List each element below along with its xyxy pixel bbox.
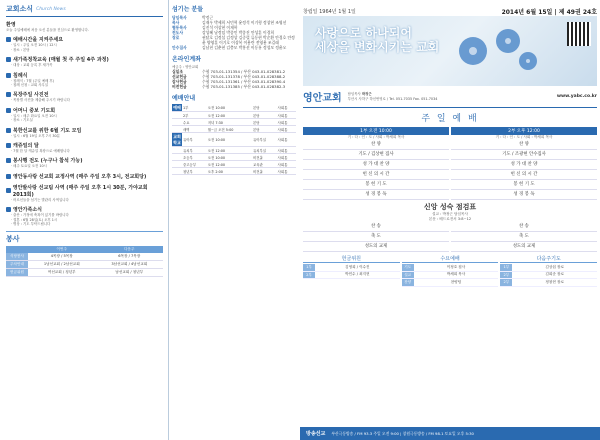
volunteer-this: 여선교회 / 청년부 [28,269,96,277]
staff-role: 협동목사 [172,25,187,30]
volunteer-next: 3남선교회 / 4남선교회 [96,261,164,269]
news-item-line: · 7월 한 달 캐쥬얼 복장으로 예배합니다 [11,149,70,154]
schedule-title: 예배안내 [172,95,196,103]
news-item-label: 목장주일 사진전 [13,92,49,99]
closing-service-2: 성도의 교제 [451,242,597,252]
bottom-row-value: 정창현 장로 [545,279,564,284]
bottom-row-label: 2부 [500,272,512,279]
news-item-body [6,198,163,202]
news-item-label: 새가족정착교육 (매월 첫 주 주일 4주 과정) [13,57,109,64]
staff-role: 장로 [172,35,180,40]
schedule-row [172,147,296,154]
schedule-note: 사회통 [277,104,296,112]
footer-text: 부산극동방송 / FM 93.3 주일 오전 9:00 | 창원극동방송 / FM 98.1 토요일 오후 5:30 [331,430,474,436]
schedule-name: 유아부 [182,133,207,147]
worship-column: 창립일 1964년 1월 1일 2014년 6월 15일 | 제 49권 24호 사랑으로 하나되어 세상을 변화시키는 교회 영안교회 담임목사 박정근 부산시 사하구 하신번영로 / Tel. 051-7035 Fax. 051-7034 www.yabc.co.kr 주 일 예 배 1부 오전 10:00 2부 오후 12:00 기 : 다 : 인 : 도 / 사회 : 박세희 목사 기 : 다 : 인 : 도 / 사회 : 박세희 목사 찬 양 찬 양 기도 / 김상현 집사 기도 / 조광현 안수집사 성 가 대 찬 양 성 가 대 찬 양 헌 신 의 시 간 헌 신 의 시 간 봉 헌 기 도 봉 헌 기 도 성 경 봉 독 성 경 봉 독 신앙 성숙 점검표 설교 : 박정근 담임목사 본문 : 베드로전서 3:8~12 찬 송 찬 송 축 도 축 도 성도의 교제 성도의 교제 헌금위원 1부 김영희 / 이수진 2부 박민수 / 최지현 수요예배 기도 이정호 집사 설교 박세희 목사 찬양 찬양팀 다음주기도 1부 김상섭 장로 2부 김희준 장로 2부 정창현 장로 [300,0,600,440]
news-item-line: · 목장별 사진을 제출해 주시기 바랍니다 [11,98,70,103]
order-service-1: 찬 양 [303,140,449,150]
volunteer-label: 주차안내 [6,261,28,269]
staff-role: 담임목사 [172,15,187,20]
schedule-note: 사회통 [277,133,296,147]
bottom-block-title: 다음주기도 [500,255,597,263]
news-item-title [6,142,163,149]
news-item-line: · 침례 신청 : 교회 사무실 [11,83,49,88]
schedule-table [172,104,296,175]
order-service-2: 기도 / 조광현 안수집사 [451,150,597,160]
account-number: 수협 703-01-131378 / 부산 043-01-028388-2 [202,74,286,80]
news-item-line: · 일시 : 주일 오전 10시 / 12시 [11,43,57,48]
news-item-label: 영안가족소식 [13,207,42,214]
schedule-note: 사회통 [277,154,296,161]
bullet-icon [6,174,11,179]
volunteer-next: 6목장 / 7목장 [96,253,164,261]
news-item-line: · 매주 토요일 오전 10시 [11,164,47,169]
bottom-row [402,272,499,280]
news-item-title [6,72,163,79]
bullet-icon [6,188,11,193]
bottom-row-label: 2부 [303,272,315,279]
closing-service-1: 성도의 교제 [303,242,449,252]
schedule-row [172,168,296,175]
schedule-group [172,126,182,133]
news-item-label: 영안발사랑 선교팀 사역 (매주 주일 오후 1시 30분, 가야교회 2013회) [12,184,148,198]
staff-role: 전도사 [172,30,184,35]
schedule-place: 교육관 [252,161,277,168]
news-item-line: · 장소 : 본당 [11,47,30,52]
schedule-name: 새벽 [182,126,207,133]
staff-names: 김재우 박세희 서민혁 윤정석 이기형 정창현 조영선 [202,20,287,25]
bottom-row-value: 이정호 집사 [446,264,466,269]
schedule-place: 본당 [252,119,277,126]
worship-closing [303,222,597,252]
news-item-line: · 장소 : 기도실 [11,118,33,123]
schedule-time: 오전 12:00 [207,161,252,168]
closing-service-2: 찬 송 [451,222,597,232]
volunteer-next: 남선교회 / 청년부 [96,269,164,277]
schedule-name: 청년부 [182,168,207,175]
staff-names: 권달호 김정섭 김정상 김중렬 류동현 박순환 안경호 안정윤 양영훈 이기호 이상복 이용란 전영용 조길래 [202,35,295,45]
news-item-line: · 일시 : 매주 화요일 오전 10시 [11,113,57,118]
banner [303,16,597,86]
news-item-body [6,79,163,88]
closing-service-2: 축 도 [451,232,597,242]
account-number: 수협 703-01-131361 / 부산 043-01-028390-4 [202,79,286,85]
account-type: 비전헌금 [172,84,187,90]
bottom-block [500,255,597,287]
bullet-icon [6,37,11,42]
account-title: 온라인계좌 [172,56,201,63]
news-item-body [6,43,163,52]
order-service-1: 헌 신 의 시 간 [303,170,449,180]
service-volunteer-box [6,231,163,278]
news-list [6,36,163,226]
bottom-row-label: 1부 [303,264,315,271]
bottom-row-label: 2부 [500,279,512,286]
volunteer-row [6,261,163,269]
news-item-body [6,149,163,153]
volunteer-title: 봉사 [6,234,20,243]
bottom-row [500,279,597,287]
bottom-row-value: 김희준 장로 [545,272,564,277]
staff-title: 섬기는 분들 [172,6,204,13]
closing-row [303,232,597,242]
bottom-row [303,264,400,272]
sermon-text: 본문 : 베드로전서 3:8~12 [428,217,472,221]
worship-order [303,140,597,200]
volunteer-row [6,253,163,261]
bottom-row-value: 김영희 / 이수진 [345,264,370,269]
schedule-time: 오전 12:00 [207,147,252,154]
volunteer-row [6,269,163,277]
bottom-row-label: 1부 [500,264,512,271]
bottom-row [402,264,499,272]
issue-bar [303,0,597,16]
account-type: 감사헌금 [172,79,187,85]
schedule-group [172,112,182,119]
account-list [172,69,296,89]
schedule-place: 유아부실 [252,133,277,147]
news-item-body [6,134,163,138]
account-type: 십일조 [172,69,184,75]
schedule-group [172,154,182,161]
news-item-title [6,107,163,114]
order-service-2: 성 가 대 찬 양 [451,160,597,170]
news-item-body [6,98,163,102]
bullet-icon [6,143,11,148]
news-item-label: 북한선교를 위한 6월 기도 모임 [13,127,82,134]
account-number: 수협 703-01-131354 / 부산 043-01-028381-2 [202,69,286,75]
schedule-place: 비전홀 [252,154,277,161]
bottom-row-label: 찬양 [402,279,414,286]
news-item-label: 캐쥬얼의 달 [13,143,39,150]
schedule-time: 저녁 7:30 [207,119,252,126]
staff-names: 박정근 [202,15,214,20]
bottom-row [500,264,597,272]
news-item-line: · 침례식 : 7월 (주일 예배 후) [11,78,54,83]
schedule-row [172,126,296,133]
staff-role: 안수집사 [172,45,187,50]
closing-row [303,242,597,252]
schedule-place: 유치부실 [252,147,277,154]
order-service-2: 봉 헌 기 도 [451,180,597,190]
news-item-body [6,114,163,123]
bottom-row-value: 찬양팀 [450,279,462,284]
schedule-name: 초등부 [182,154,207,161]
footer-label: 방송선교 [306,431,326,437]
news-item-line: · 출산 : 가정에 축복이 있기를 바랍니다 [11,213,69,218]
schedule-time: 오후 2:00 [207,168,252,175]
schedule-row [172,161,296,168]
schedule-row [172,119,296,126]
col-next-week: 다음주 [96,246,164,253]
bullet-icon [6,108,11,113]
bullet-icon [6,158,11,163]
qr-code-icon[interactable] [567,22,591,46]
news-item-line: · 일시 : 6월 19일 오후 7시 30분 [11,133,60,138]
church-news-column [0,0,167,440]
news-item-line: · 대상 : 교회 등록 후 새가족 [11,63,53,68]
service-heads [303,127,597,135]
schedule-note: 사회통 [277,168,296,175]
news-item-line: · 어르신들을 섬기는 발관리 사역입니다 [11,197,69,202]
volunteer-this: 4목장 / 5목장 [28,253,96,261]
issue-number: 2014년 6월 15일 | 제 49권 24호 [501,8,597,16]
welcome-text: 오늘 주일예배에 처음 오신 분들을 진심으로 환영합니다. [6,28,89,32]
order-row [303,180,597,190]
schedule-row [172,112,296,119]
schedule-place: 본당 [252,112,277,119]
account-row [172,84,296,89]
schedule-time: 오전 12:00 [207,112,252,119]
bottom-block-title: 수요예배 [402,255,499,263]
news-item-label: 영안동사랑 선교회 교정사역 (매주 주일 오후 3시, 전교회당) [13,173,147,180]
order-row [303,140,597,150]
order-service-1: 기도 / 김상현 집사 [303,150,449,160]
order-service-2: 헌 신 의 시 간 [451,170,597,180]
schedule-note: 사회통 [277,112,296,119]
news-item-title [6,184,163,198]
schedule-group: 예배 [173,104,181,110]
bottom-row [500,272,597,280]
bottom-row [303,272,400,280]
schedule-place: 비전홀 [252,168,277,175]
church-news-header: 교회소식 Church News [6,4,163,17]
news-item-body [6,164,163,168]
church-url[interactable]: www.yabc.co.kr [556,94,597,99]
bottom-block-title: 헌금위원 [303,255,400,263]
schedule-note: 사회통 [277,126,296,133]
bullet-icon [6,92,11,97]
order-row [303,160,597,170]
schedule-name: 유치부 [182,147,207,154]
schedule-place: 본당 [252,104,277,112]
bullet-icon [6,57,11,62]
order-service-1: 성 경 봉 독 [303,190,449,200]
news-item-label: 어머니 중보 기도회 [13,107,56,114]
schedule-time: 오전 10:00 [207,133,252,147]
schedule-note: 사회통 [277,161,296,168]
volunteer-this: 1남선교회 / 2남선교회 [28,261,96,269]
order-service-2: 성 경 봉 독 [451,190,597,200]
schedule-row [172,104,296,112]
schedule-row [172,154,296,161]
news-item-label: 봉사행 전도 (누구나 참석 가능) [13,158,83,165]
bullet-icon [6,207,11,212]
bottom-grid [303,255,597,287]
order-service-1: 봉 헌 기 도 [303,180,449,190]
closing-service-1: 찬 송 [303,222,449,232]
bullet-icon [6,128,11,133]
sermon-preacher: 설교 : 박정근 담임목사 [432,212,468,216]
order-service-2: 찬 양 [451,140,597,150]
schedule-time: 오전 10:00 [207,154,252,161]
schedule-note: 사회통 [277,119,296,126]
pinwheel-icon [453,21,543,81]
footer [300,427,600,440]
bottom-row-label: 기도 [402,264,414,271]
schedule-group [172,119,182,126]
sermon-title: 신앙 성숙 점검표 [423,203,477,211]
staff-column [168,0,299,440]
account-type: 선교헌금 [172,74,187,80]
news-item-title [6,127,163,134]
bottom-block [402,255,499,287]
news-item-body [6,213,163,226]
bullet-icon [6,73,11,78]
service-1-head: 1부 오전 10:00 [303,127,449,135]
banner-slogan: 사랑으로 하나되어 세상을 변화시키는 교회 [315,26,440,54]
schedule-time: 오전 10:00 [207,104,252,112]
schedule-time: 월~금 오전 5:00 [207,126,252,133]
schedule-group [172,168,182,175]
staff-names: 김진석 이상현 이재학 [202,25,238,30]
order-row [303,170,597,180]
closing-service-1: 축 도 [303,232,449,242]
staff-list [172,15,296,50]
news-item-title [6,173,163,180]
order-row [303,150,597,160]
schedule-group: 교회학교 [173,133,181,145]
staff-row [172,35,296,45]
account-number: 수협 703-01-131385 / 부산 043-01-028382-3 [202,84,286,90]
bottom-row-value: 박민수 / 최지현 [345,272,370,277]
brand-row [303,86,597,108]
bottom-row [402,279,499,287]
volunteer-label: 헌금위원 [6,269,28,277]
schedule-group [172,147,182,154]
staff-names: 김남천 김춘현 김충모 박홍선 이동룡 정성모 정윤오 [202,45,287,50]
staff-row [172,45,296,50]
church-logo: 영안교회 [303,93,342,104]
schedule-row [172,133,296,147]
volunteer-label: 식당봉사 [6,253,28,261]
news-item-label: 침례식 [13,72,28,79]
order-service-1: 성 가 대 찬 양 [303,160,449,170]
schedule-name: 수요 [182,119,207,126]
bottom-block [303,255,400,287]
service-2-head: 2부 오후 12:00 [451,127,597,135]
bottom-row-value: 박세희 목사 [446,272,466,277]
founded-date: 창립일 1964년 1월 1일 [303,8,356,15]
col-this-week: 이번주 [28,246,96,253]
welcome-title: 환영 [6,22,16,28]
schedule-name: 중고등부 [182,161,207,168]
schedule-name: 1부 [182,104,207,112]
news-item-line: · 병상 : 기도 부탁드립니다 [11,222,51,227]
closing-row [303,222,597,232]
volunteer-table [6,246,163,278]
news-item-label: 예배시간을 지켜주세요 [13,37,64,44]
bottom-row-value: 김상섭 장로 [545,264,564,269]
schedule-name: 2부 [182,112,207,119]
account-owner: 예금주 : 영안교회 [172,65,199,69]
church-address: 담임목사 박정근 부산시 사하구 하신번영로 / Tel. 051-7035 Fax. 051-7034 [347,92,438,101]
staff-names: 강성혜 남정임 박종인 박종진 안성훈 이경희 [202,30,275,35]
schedule-group [172,161,182,168]
news-item-line: · 결혼 : 6월 28일(토) 오후 1시 [11,217,58,222]
order-row [303,190,597,200]
bottom-row-label: 설교 [402,272,414,279]
schedule-note: 사회통 [277,147,296,154]
staff-role: 목사 [172,20,180,25]
schedule-place: 본당 [252,126,277,133]
worship-title: 주 일 예 배 [421,114,479,124]
news-item-body [6,63,163,67]
